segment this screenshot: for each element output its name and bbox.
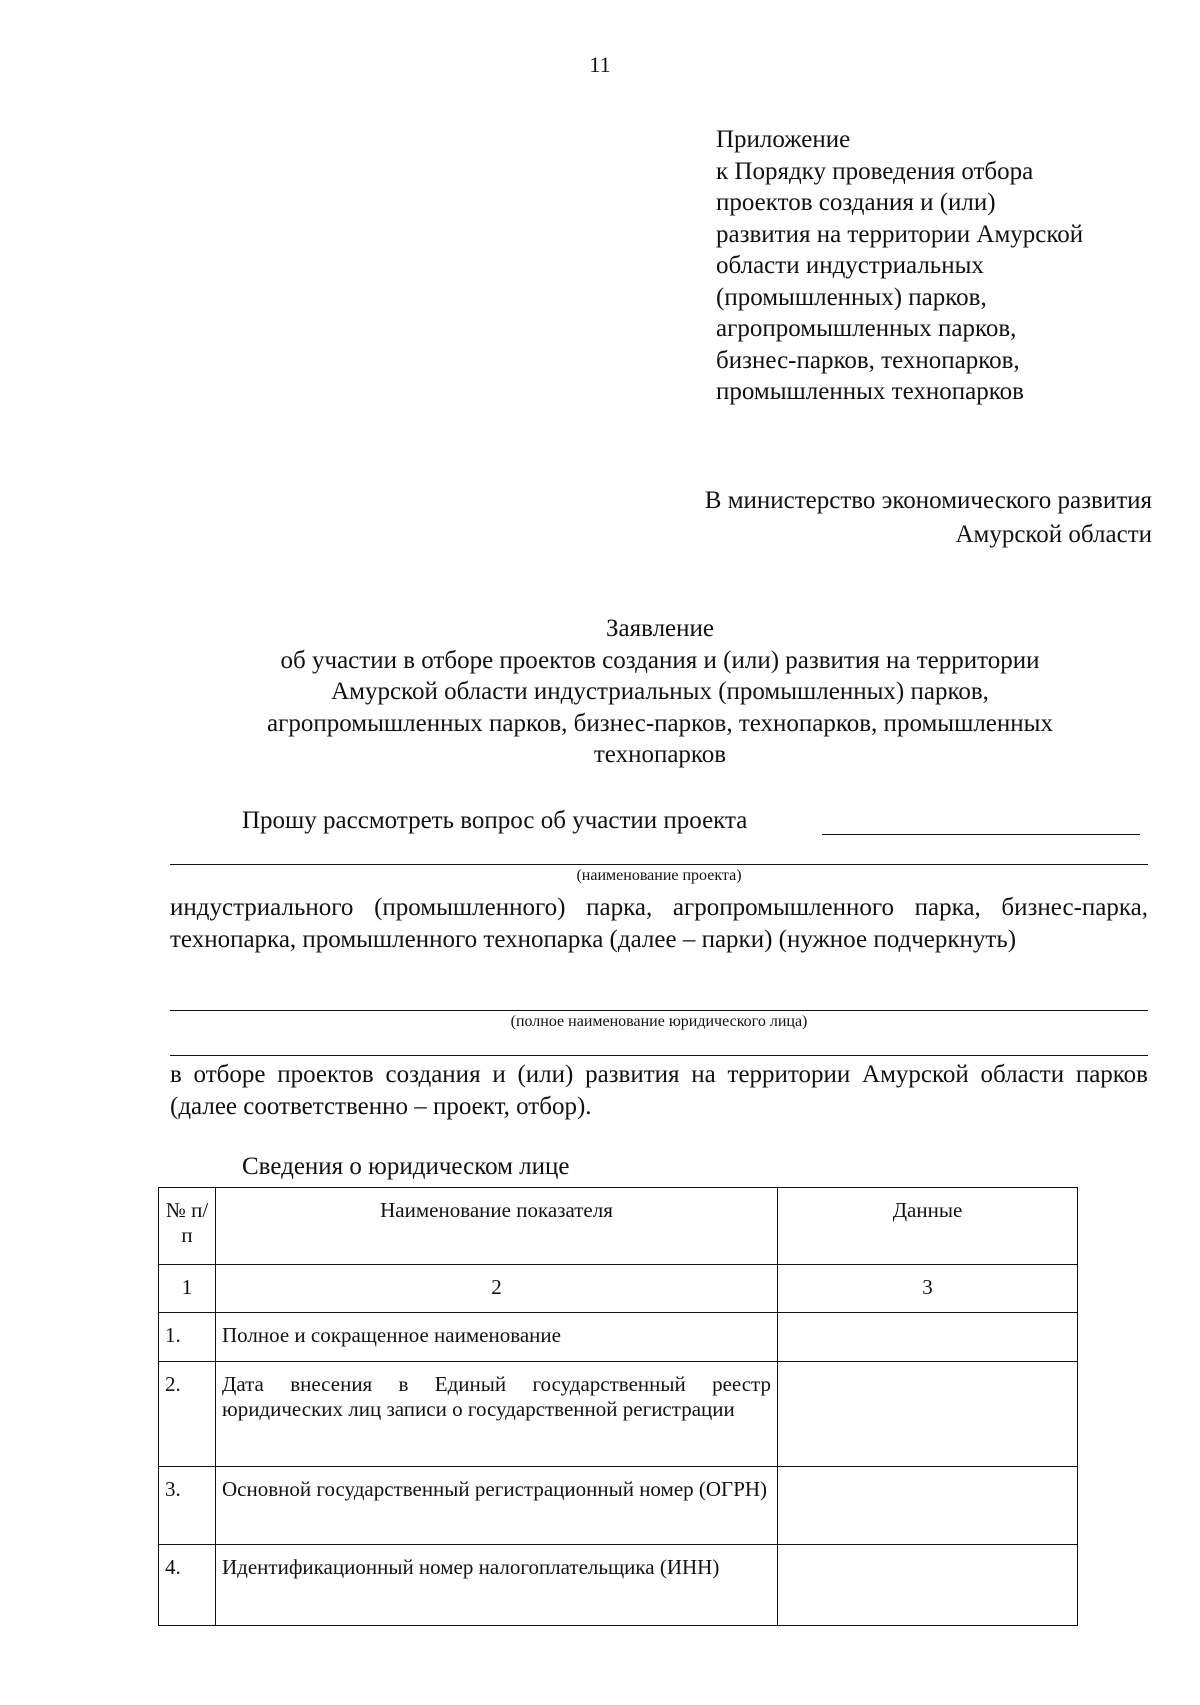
title-line-4: технопарков: [593, 741, 727, 768]
appendix-line: (промышленных) парков,: [716, 283, 987, 311]
title-line-2: Амурской области индустриальных (промышленных) парков,: [331, 678, 989, 705]
project-name-blank[interactable]: [822, 834, 1140, 835]
appendix-line: бизнес-парков, технопарков,: [716, 346, 1020, 374]
table-header-row: [159, 1188, 1078, 1265]
table-row: [159, 1467, 1078, 1545]
entity-name-line[interactable]: [170, 1010, 1148, 1011]
row-value[interactable]: [778, 1545, 1078, 1626]
col-number: 3: [778, 1265, 1078, 1313]
table-row: [159, 1313, 1078, 1362]
row-name: Дата внесения в Единый государственный реестр юридических лиц записи о государственной регистрации: [216, 1362, 778, 1467]
title-heading: Заявление: [605, 615, 715, 642]
row-value[interactable]: [778, 1362, 1078, 1467]
project-name-hint: (наименование проекта): [576, 867, 742, 884]
appendix-line: Приложение: [716, 126, 851, 153]
addressee-line-1: В министерство экономического развития: [704, 487, 1152, 514]
appendix-line: области индустриальных: [716, 252, 984, 279]
header-data: Данные: [778, 1188, 1078, 1265]
column-number-row: [159, 1265, 1078, 1313]
row-num: 2.: [159, 1362, 216, 1467]
page-number: 11: [589, 52, 611, 77]
row-name: Полное и сокращенное наименование: [216, 1313, 778, 1362]
addressee-line-2: Амурской области: [955, 521, 1152, 548]
legal-entity-table: [158, 1187, 1078, 1626]
row-value[interactable]: [778, 1467, 1078, 1545]
park-types-paragraph: индустриального (промышленного) парка, агропромышленного парка, бизнес-парка, технопарка, промышленного технопарка (далее – парки) (нужное подчеркнуть): [170, 894, 1148, 953]
row-value[interactable]: [778, 1313, 1078, 1362]
appendix-line: агропромышленных парков,: [716, 315, 1017, 342]
title-line-3: агропромышленных парков, бизнес-парков, технопарков, промышленных: [267, 709, 1053, 737]
entity-name-hint: (полное наименование юридического лица): [510, 1013, 808, 1030]
appendix-line: к Порядку проведения отбора: [716, 157, 1034, 185]
entity-name-line-2[interactable]: [170, 1055, 1148, 1056]
row-num: 1.: [159, 1313, 216, 1362]
header-name: Наименование показателя: [216, 1188, 778, 1265]
table-caption: Сведения о юридическом лице: [242, 1153, 570, 1180]
title-line-1: об участии в отборе проектов создания и (или) развития на территории: [280, 646, 1040, 674]
table-row: [159, 1545, 1078, 1626]
closing-paragraph: в отборе проектов создания и (или) развития на территории Амурской области парков (далее соответственно – проект, отбор).: [170, 1061, 1148, 1120]
addressee-block: [705, 484, 1152, 552]
appendix-block: [716, 124, 1083, 408]
document-title: [180, 613, 1140, 771]
project-name-line[interactable]: [170, 864, 1148, 865]
row-name: Идентификационный номер налогоплательщика (ИНН): [216, 1545, 778, 1626]
row-num: 3.: [159, 1467, 216, 1545]
col-number: 2: [216, 1265, 778, 1313]
request-text: Прошу рассмотреть вопрос об участии проекта: [242, 807, 748, 834]
table-row: [159, 1362, 1078, 1467]
col-number: 1: [159, 1265, 216, 1313]
header-num: № п/п: [159, 1188, 216, 1265]
appendix-line: проектов создания и (или): [716, 189, 996, 216]
row-num: 4.: [159, 1545, 216, 1626]
appendix-line: промышленных технопарков: [716, 378, 1024, 405]
appendix-line: развития на территории Амурской: [716, 220, 1084, 248]
row-name: Основной государственный регистрационный номер (ОГРН): [216, 1467, 778, 1545]
